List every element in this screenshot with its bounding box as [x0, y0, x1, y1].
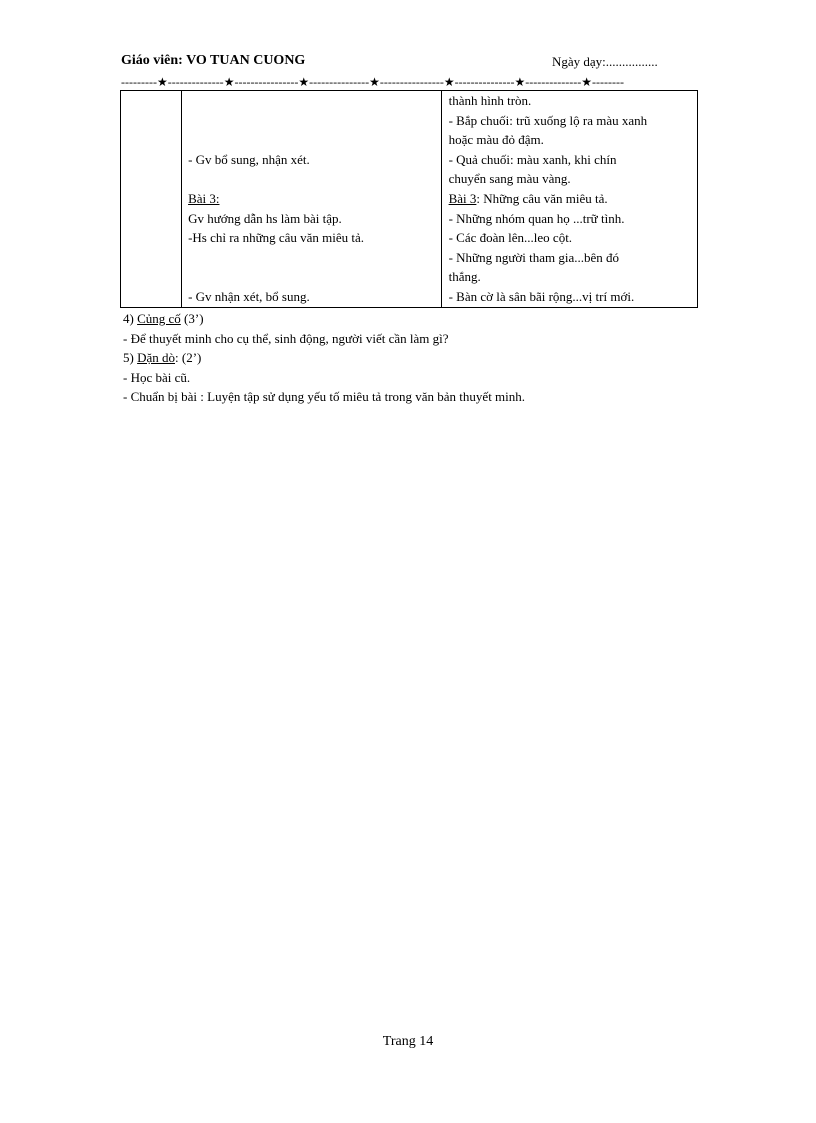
star-icon: ★ [298, 75, 310, 89]
divider-dash: ---------------- [379, 75, 444, 89]
consolidation-heading [123, 309, 683, 329]
homework-heading [123, 348, 683, 368]
star-icon: ★ [581, 75, 593, 89]
divider-dash: --------- [121, 75, 157, 89]
cell-line [188, 189, 441, 209]
divider-dash: -------------- [525, 75, 582, 89]
cell-line: - Gv bổ sung, nhận xét. [188, 151, 310, 167]
cell-line [188, 130, 441, 150]
star-icon: ★ [514, 75, 526, 89]
exercise-heading: Bài 3: [188, 190, 220, 206]
cell-line: thành hình tròn. [448, 93, 532, 108]
cell-line [188, 248, 441, 268]
lesson-table [120, 90, 698, 308]
cell-line: - Gv nhận xét, bổ sung. [188, 288, 310, 304]
cell-line: - Bàn cờ là sân bãi rộng...vị trí mới. [448, 288, 635, 304]
cell-line: - Bắp chuối: trũ xuống lộ ra màu xanh [448, 112, 648, 128]
cell-line: chuyển sang màu vàng. [448, 171, 571, 187]
star-icon: ★ [156, 75, 168, 89]
cell-line: - Những nhóm quan họ ...trữ tình. [448, 210, 625, 226]
cell-line [449, 189, 697, 209]
star-icon: ★ [443, 75, 455, 89]
teacher-activity-cell [182, 91, 442, 308]
divider-dash: -------- [592, 75, 624, 89]
consolidation-question: - Để thuyết minh cho cụ thể, sinh động, người viết cần làm gì? [123, 330, 449, 346]
table-row [121, 91, 698, 308]
teacher-name: Giáo viên: VO TUAN CUONG [121, 53, 306, 68]
cell-line [188, 169, 441, 189]
teaching-date: Ngày dạy:................ [552, 54, 658, 69]
cell-line [188, 111, 441, 131]
section-title: Củng cố [137, 311, 181, 326]
star-icon: ★ [369, 75, 380, 89]
cell-line [188, 267, 441, 287]
exercise-heading-rest: : Những câu văn miêu tả. [476, 190, 608, 206]
homework-item: - Chuẩn bị bài : Luyện tập sử dụng yếu tố miêu tả trong văn bản thuyết minh. [123, 389, 526, 404]
exercise-heading: Bài 3 [448, 190, 477, 206]
cell-line: hoặc màu đỏ đậm. [448, 132, 544, 148]
divider-dash: --------------- [454, 75, 515, 89]
cell-line: -Hs chỉ ra những câu văn miêu tả. [188, 230, 365, 246]
divider-dash: --------------- [309, 75, 370, 89]
cell-line: - Các đoàn lên...leo cột. [448, 230, 573, 246]
table-cell-empty [121, 91, 182, 308]
star-icon: ★ [223, 75, 235, 89]
section-number: 5) [123, 350, 138, 365]
content-cell [441, 91, 697, 308]
page-header [121, 53, 697, 75]
homework-item: - Học bài cũ. [123, 369, 191, 385]
section-duration: : (2’) [175, 350, 202, 365]
section-title: Dặn dò [137, 350, 176, 365]
page-number: Trang 14 [382, 1034, 434, 1049]
section-duration: (3’) [180, 311, 204, 326]
divider-dash: ---------------- [234, 75, 299, 89]
section-number: 4) [123, 311, 138, 326]
cell-line: Gv hướng dẫn hs làm bài tập. [188, 210, 342, 226]
divider-dash: -------------- [167, 75, 224, 89]
cell-line: thắng. [448, 269, 481, 285]
cell-line: - Quả chuối: màu xanh, khi chín [448, 151, 617, 167]
lesson-closing [123, 309, 683, 407]
star-divider [121, 75, 697, 89]
cell-line: - Những người tham gia...bên đó [448, 249, 620, 265]
cell-line [188, 91, 441, 111]
